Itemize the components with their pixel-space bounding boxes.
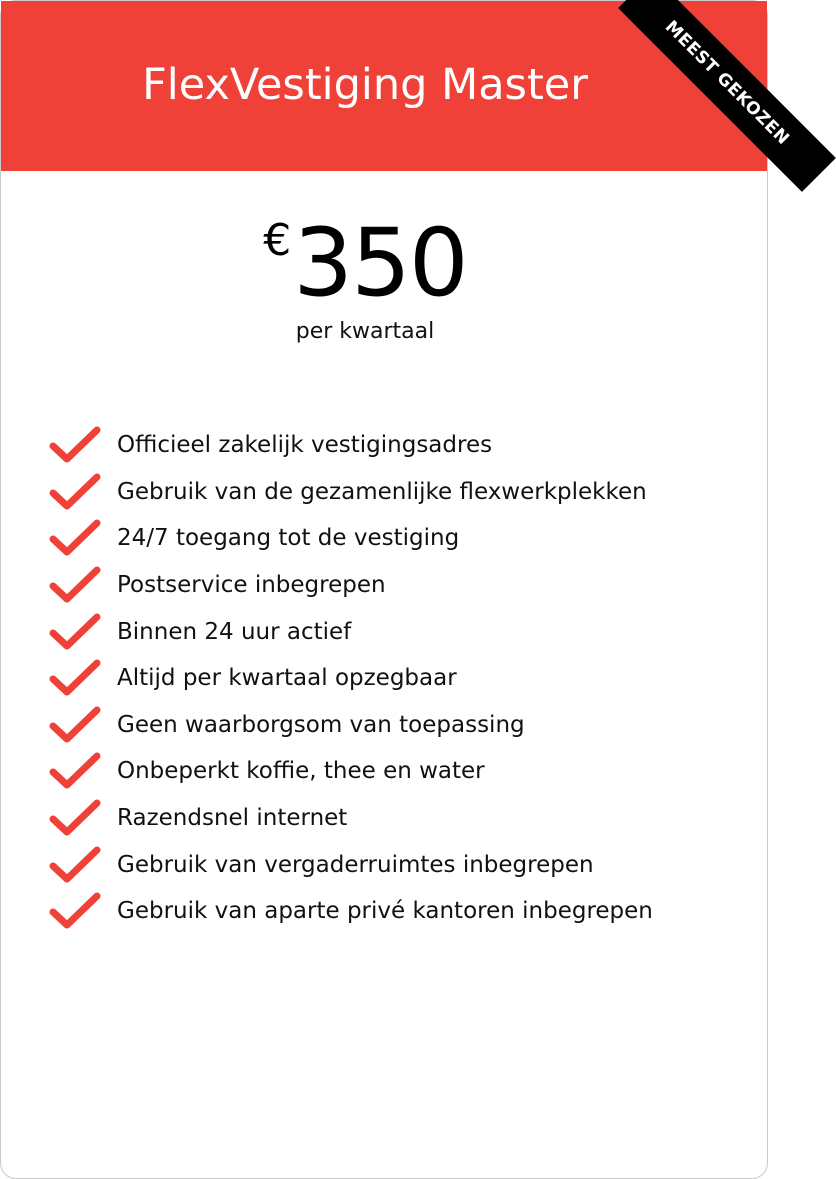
checkmark-icon bbox=[49, 846, 101, 884]
price-currency: € bbox=[263, 215, 292, 266]
feature-text: Binnen 24 uur actief bbox=[117, 618, 352, 645]
feature-item bbox=[49, 562, 749, 609]
feature-list bbox=[49, 422, 749, 935]
feature-item bbox=[49, 422, 749, 469]
plan-title: FlexVestiging Master bbox=[142, 60, 588, 110]
checkmark-icon bbox=[49, 566, 101, 604]
feature-item bbox=[49, 469, 749, 516]
checkmark-icon bbox=[49, 473, 101, 511]
feature-text: Gebruik van de gezamenlijke flexwerkplekken bbox=[117, 478, 647, 505]
feature-text: Postservice inbegrepen bbox=[117, 572, 386, 599]
checkmark-icon bbox=[49, 519, 101, 557]
feature-item bbox=[49, 888, 749, 935]
feature-text: Gebruik van aparte privé kantoren inbegrepen bbox=[117, 898, 653, 925]
checkmark-icon bbox=[49, 659, 101, 697]
feature-text: Gebruik van vergaderruimtes inbegrepen bbox=[117, 851, 594, 878]
feature-text: Officieel zakelijk vestigingsadres bbox=[117, 432, 493, 459]
feature-item bbox=[49, 795, 749, 842]
feature-item bbox=[49, 515, 749, 562]
feature-item bbox=[49, 841, 749, 888]
price bbox=[1, 209, 729, 319]
price-period: per kwartaal bbox=[295, 319, 435, 344]
feature-item bbox=[49, 748, 749, 795]
feature-item bbox=[49, 655, 749, 702]
checkmark-icon bbox=[49, 892, 101, 930]
badge-ribbon-container bbox=[567, 1, 794, 201]
feature-item bbox=[49, 608, 749, 655]
feature-text: Altijd per kwartaal opzegbaar bbox=[117, 665, 457, 692]
feature-text: 24/7 toegang tot de vestiging bbox=[117, 525, 460, 552]
most-chosen-badge: MEEST GEKOZEN bbox=[618, 0, 836, 192]
checkmark-icon bbox=[49, 799, 101, 837]
checkmark-icon bbox=[49, 752, 101, 790]
checkmark-icon bbox=[49, 426, 101, 464]
price-amount: 350 bbox=[293, 209, 467, 318]
feature-text: Geen waarborgsom van toepassing bbox=[117, 711, 525, 738]
checkmark-icon bbox=[49, 613, 101, 651]
feature-text: Razendsnel internet bbox=[117, 805, 348, 832]
checkmark-icon bbox=[49, 706, 101, 744]
feature-text: Onbeperkt koffie, thee en water bbox=[117, 758, 485, 785]
card-header bbox=[1, 1, 794, 171]
feature-item bbox=[49, 702, 749, 749]
